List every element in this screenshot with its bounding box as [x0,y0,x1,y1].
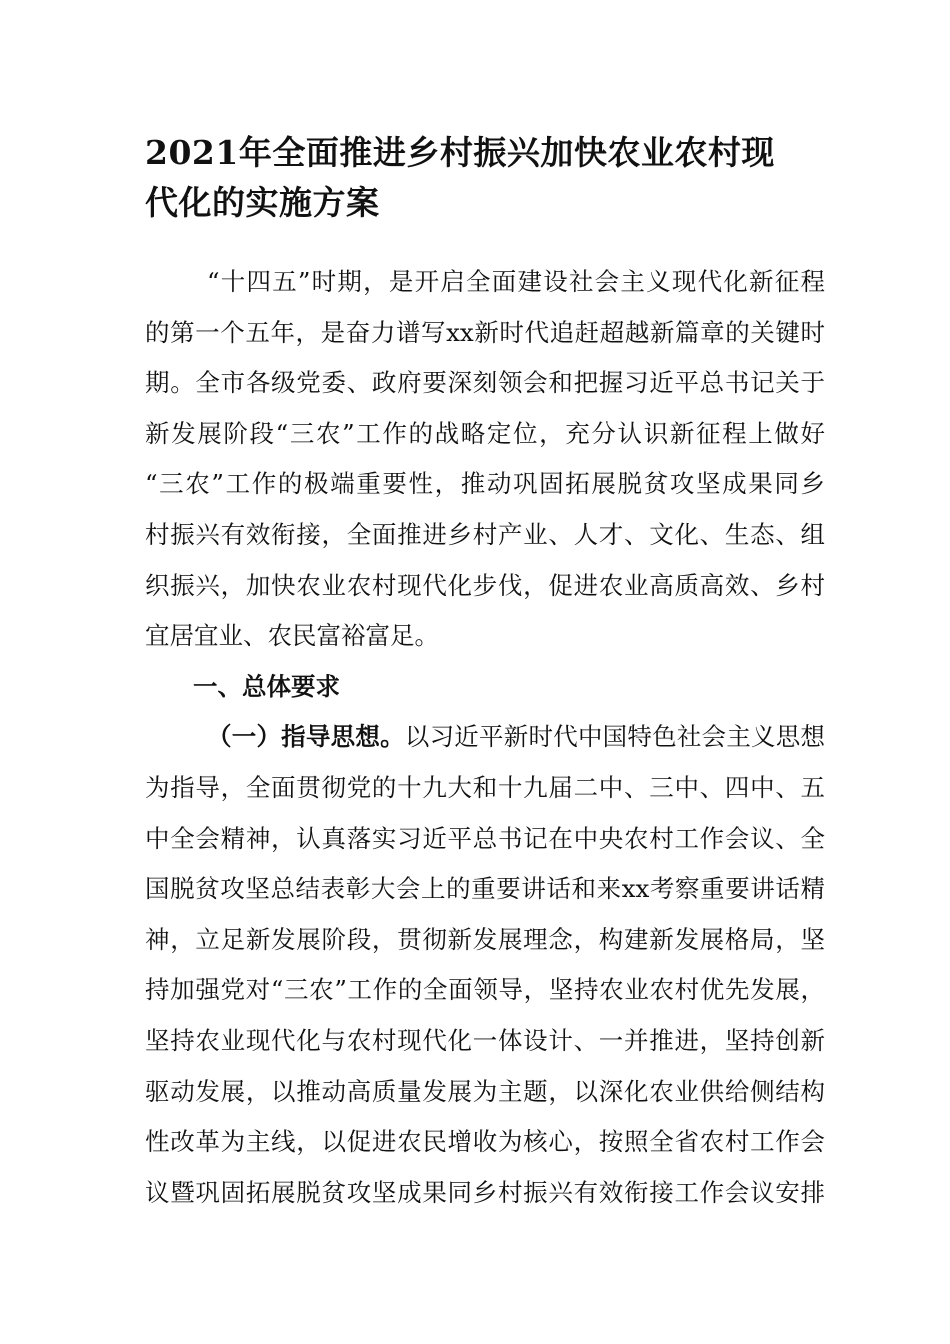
subsection-line: 中全会精神，认真落实习近平总书记在中央农村工作会议、全 [145,823,825,853]
subsection-line: 持加强党对“三农”工作的全面领导，坚持农业农村优先发展， [145,975,825,1005]
title-line: 2021年全面推进乡村振兴加快农业农村现 [145,133,775,172]
title-line: 代化的实施方案 [145,183,380,222]
document-title [145,128,825,228]
subsection-label: （一）指导思想。 [207,722,405,752]
subsection-line: 以习近平新时代中国特色社会主义思想 [404,722,826,752]
subsection-line: 神，立足新发展阶段，贯彻新发展理念，构建新发展格局，坚 [145,924,825,954]
intro-line: 织振兴，加快农业农村现代化步伐，促进农业高质高效、乡村 [145,570,825,600]
subsection-line: 为指导，全面贯彻党的十九大和十九届二中、三中、四中、五 [145,772,825,802]
intro-line: 村振兴有效衔接，全面推进乡村产业、人才、文化、生态、组 [145,519,825,549]
subsection-line: 国脱贫攻坚总结表彰大会上的重要讲话和来xx考察重要讲话精 [145,874,825,904]
intro-line: 期。全市各级党委、政府要深刻领会和把握习近平总书记关于 [145,368,825,398]
subsection-first-line [145,712,825,763]
intro-line: 宜居宜业、农民富裕富足。 [145,621,439,651]
section-heading: 一、总体要求 [193,671,340,701]
intro-line: 新发展阶段“三农”工作的战略定位，充分认识新征程上做好 [145,418,825,448]
intro-line: “三农”工作的极端重要性，推动巩固拓展脱贫攻坚成果同乡 [145,469,825,499]
intro-line: “十四五”时期，是开启全面建设社会主义现代化新征程 [207,267,825,296]
subsection-line: 议暨巩固拓展脱贫攻坚成果同乡村振兴有效衔接工作会议安排 [145,1177,825,1207]
subsection-line: 坚持农业现代化与农村现代化一体设计、一并推进，坚持创新 [145,1025,825,1055]
subsection-line: 驱动发展，以推动高质量发展为主题，以深化农业供给侧结构 [145,1076,825,1106]
document-body [145,257,825,1218]
subsection-line: 性改革为主线，以促进农民增收为核心，按照全省农村工作会 [145,1127,825,1157]
intro-line: 的第一个五年，是奋力谱写xx新时代追赶超越新篇章的关键时 [145,317,825,347]
